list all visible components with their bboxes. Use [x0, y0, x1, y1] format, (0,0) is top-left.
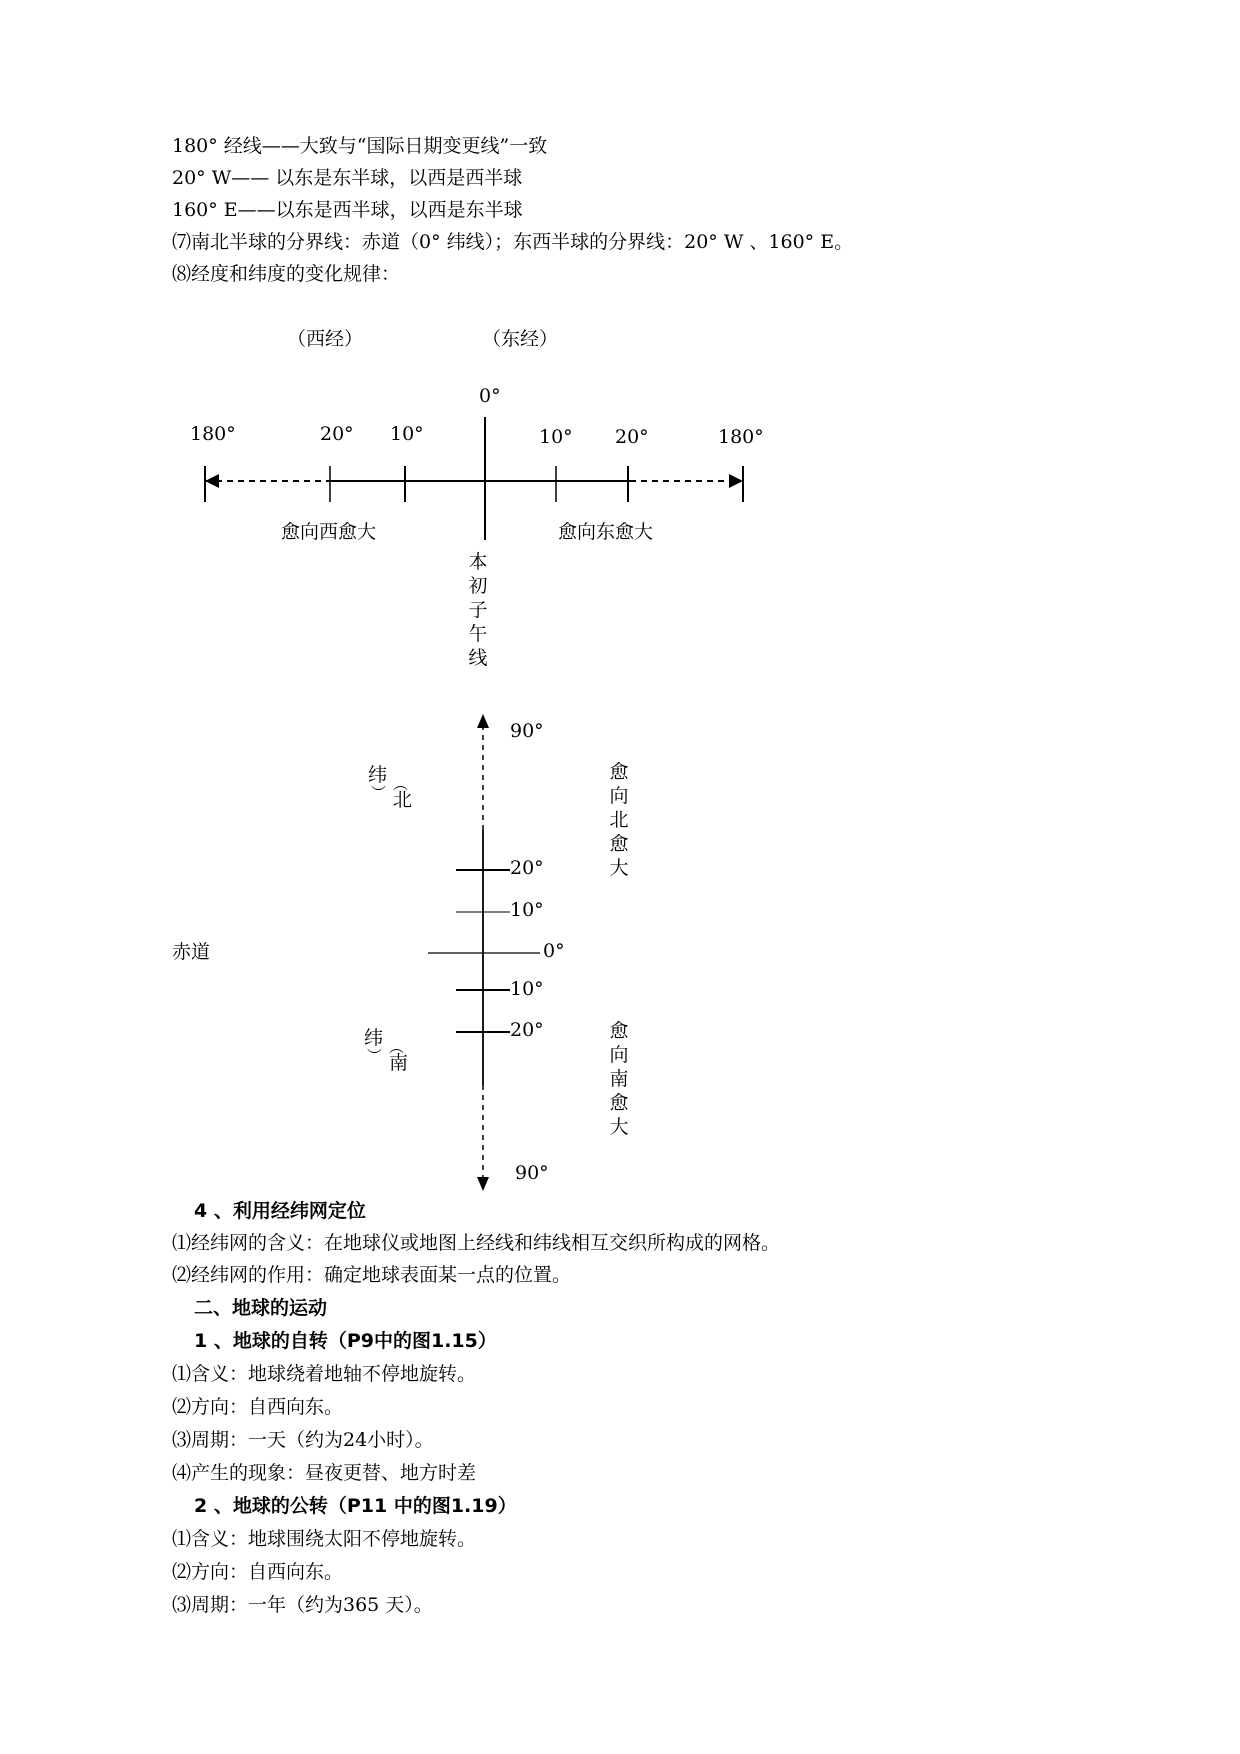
south-latitude-close-paren: ︶	[367, 1047, 383, 1065]
lat-label-bottom-90: 90°	[515, 1162, 549, 1184]
text-line-5: ⑻经度和纬度的变化规律：	[172, 263, 401, 285]
text-line-3: 160° E——以东是西半球，以西是东半球	[172, 199, 523, 221]
text-revolution-period: ⑶周期：一年（约为365 天）。	[172, 1594, 433, 1616]
tick-label-w180: 180°	[190, 423, 236, 445]
text-rotation-phenomena: ⑷产生的现象：昼夜更替、地方时差	[172, 1462, 477, 1484]
heading-earth-motion: 二、地球的运动	[194, 1297, 328, 1319]
lat-label-zero: 0°	[543, 940, 565, 962]
north-latitude-char2: 北	[393, 789, 413, 811]
tick-label-w20: 20°	[320, 423, 354, 445]
equator-label: 赤道	[172, 941, 211, 963]
text-grid-purpose: ⑵经纬网的作用：确定地球表面某一点的位置。	[172, 1264, 572, 1286]
east-caption: 愈向东愈大	[558, 521, 654, 543]
south-latitude-open-paren: ︵	[389, 1038, 405, 1056]
lat-label-top-90: 90°	[510, 720, 544, 742]
tick-label-e180: 180°	[718, 426, 764, 448]
text-grid-meaning: ⑴经纬网的含义：在地球仪或地图上经线和纬线相互交织所构成的网格。	[172, 1232, 781, 1254]
latitude-diagram-lines	[428, 725, 540, 1180]
south-latitude-char1: 纬	[364, 1027, 384, 1049]
west-caption: 愈向西愈大	[281, 521, 377, 543]
lat-label-s10: 10°	[510, 978, 544, 1000]
lat-label-n20: 20°	[510, 857, 544, 879]
south-caption: 愈向南愈大	[609, 1020, 629, 1138]
zero-meridian-label: 0°	[479, 385, 501, 407]
prime-meridian-label: 本初子午线	[468, 551, 488, 669]
text-line-1: 180° 经线——大致与“国际日期变更线”一致	[172, 135, 548, 157]
heading-revolution: 2 、地球的公转（P11 中的图1.19）	[194, 1495, 517, 1517]
text-rotation-meaning: ⑴含义：地球绕着地轴不停地旋转。	[172, 1363, 477, 1385]
south-latitude-char2: 南	[389, 1052, 409, 1074]
lat-label-s20: 20°	[510, 1019, 544, 1041]
text-rotation-direction: ⑵方向：自西向东。	[172, 1396, 344, 1418]
text-revolution-direction: ⑵方向：自西向东。	[172, 1561, 344, 1583]
east-longitude-label: （东经）	[482, 328, 559, 350]
text-rotation-period: ⑶周期：一天（约为24小时）。	[172, 1429, 434, 1451]
lat-label-n10: 10°	[510, 899, 544, 921]
text-line-4: ⑺南北半球的分界线：赤道（0° 纬线）；东西半球的分界线：20° W 、160° E。	[172, 231, 854, 253]
text-line-2: 20° W—— 以东是东半球，以西是西半球	[172, 167, 523, 189]
heading-rotation: 1 、地球的自转（P9中的图1.15）	[194, 1330, 497, 1352]
north-latitude-char1: 纬	[368, 764, 388, 786]
north-caption: 愈向北愈大	[609, 761, 629, 879]
north-latitude-close-paren: ︶	[371, 784, 387, 802]
tick-label-w10: 10°	[390, 423, 424, 445]
north-latitude-open-paren: ︵	[393, 775, 409, 793]
heading-4-grid-locating: 4 、利用经纬网定位	[194, 1200, 366, 1222]
tick-label-e20: 20°	[615, 426, 649, 448]
west-longitude-label: （西经）	[287, 328, 364, 350]
text-revolution-meaning: ⑴含义：地球围绕太阳不停地旋转。	[172, 1528, 477, 1550]
tick-label-e10: 10°	[539, 426, 573, 448]
